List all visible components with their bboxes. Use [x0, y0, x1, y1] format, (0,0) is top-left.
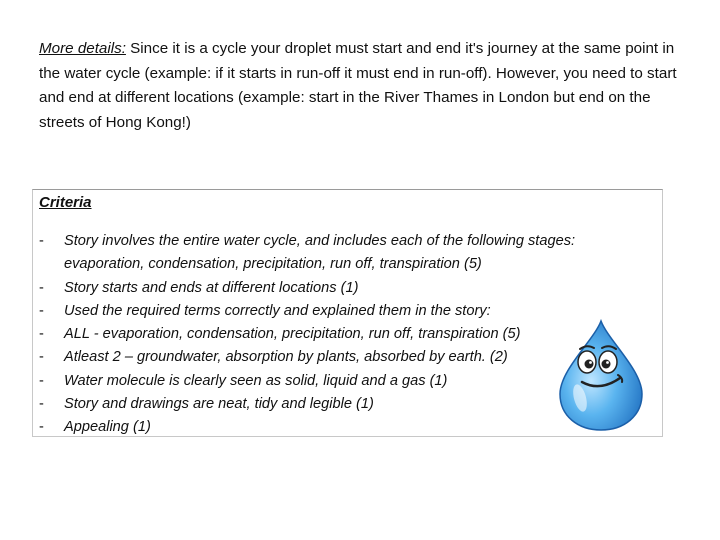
criteria-item — [39, 370, 575, 393]
criteria-bullet: - — [39, 349, 44, 366]
water-droplet-mascot-icon — [556, 318, 646, 432]
criteria-item — [39, 346, 575, 369]
criteria-list — [39, 230, 575, 440]
more-details-text: Since it is a cycle your droplet must start and end it's journey at the same point in the water cycle (example: if it starts in run-off it must end in run-off). However, you need to start and end at different locations (example: start in the River Thames in London but end on the streets of Hong Kong!) — [39, 40, 677, 131]
criteria-item-text: ALL - evaporation, condensation, precipitation, run off, transpiration (5) — [64, 326, 521, 343]
criteria-bullet: - — [39, 233, 44, 249]
criteria-item-text: Appealing (1) — [64, 419, 151, 436]
criteria-item — [39, 323, 575, 346]
criteria-item-text: Water molecule is clearly seen as solid, liquid and a gas (1) — [64, 372, 448, 389]
criteria-item-text: Atleast 2 – groundwater, absorption by plants, absorbed by earth. (2) — [64, 349, 508, 366]
criteria-bullet: - — [39, 279, 44, 296]
criteria-item — [39, 277, 575, 300]
criteria-item-text: Used the required terms correctly and explained them in the story: — [64, 302, 491, 319]
more-details-paragraph — [39, 37, 679, 135]
criteria-item-text: Story and drawings are neat, tidy and legible (1) — [64, 396, 374, 413]
more-details-label: More details: — [39, 40, 126, 57]
criteria-bullet: - — [39, 326, 44, 343]
criteria-bullet: - — [39, 419, 44, 436]
criteria-bullet: - — [39, 372, 44, 389]
criteria-item — [39, 230, 575, 253]
criteria-item-text: evaporation, condensation, precipitation, run off, transpiration (5) — [64, 256, 482, 273]
criteria-bullet: - — [39, 396, 44, 413]
criteria-item — [39, 416, 575, 439]
criteria-item-text: Story starts and ends at different locations (1) — [64, 279, 359, 296]
criteria-bullet: - — [39, 302, 44, 319]
criteria-item — [39, 300, 575, 323]
criteria-item — [39, 253, 575, 276]
criteria-item — [39, 393, 575, 416]
criteria-title: Criteria — [39, 194, 92, 211]
criteria-item-text: Story involves the entire water cycle, and includes each of the following stages: — [64, 233, 576, 249]
